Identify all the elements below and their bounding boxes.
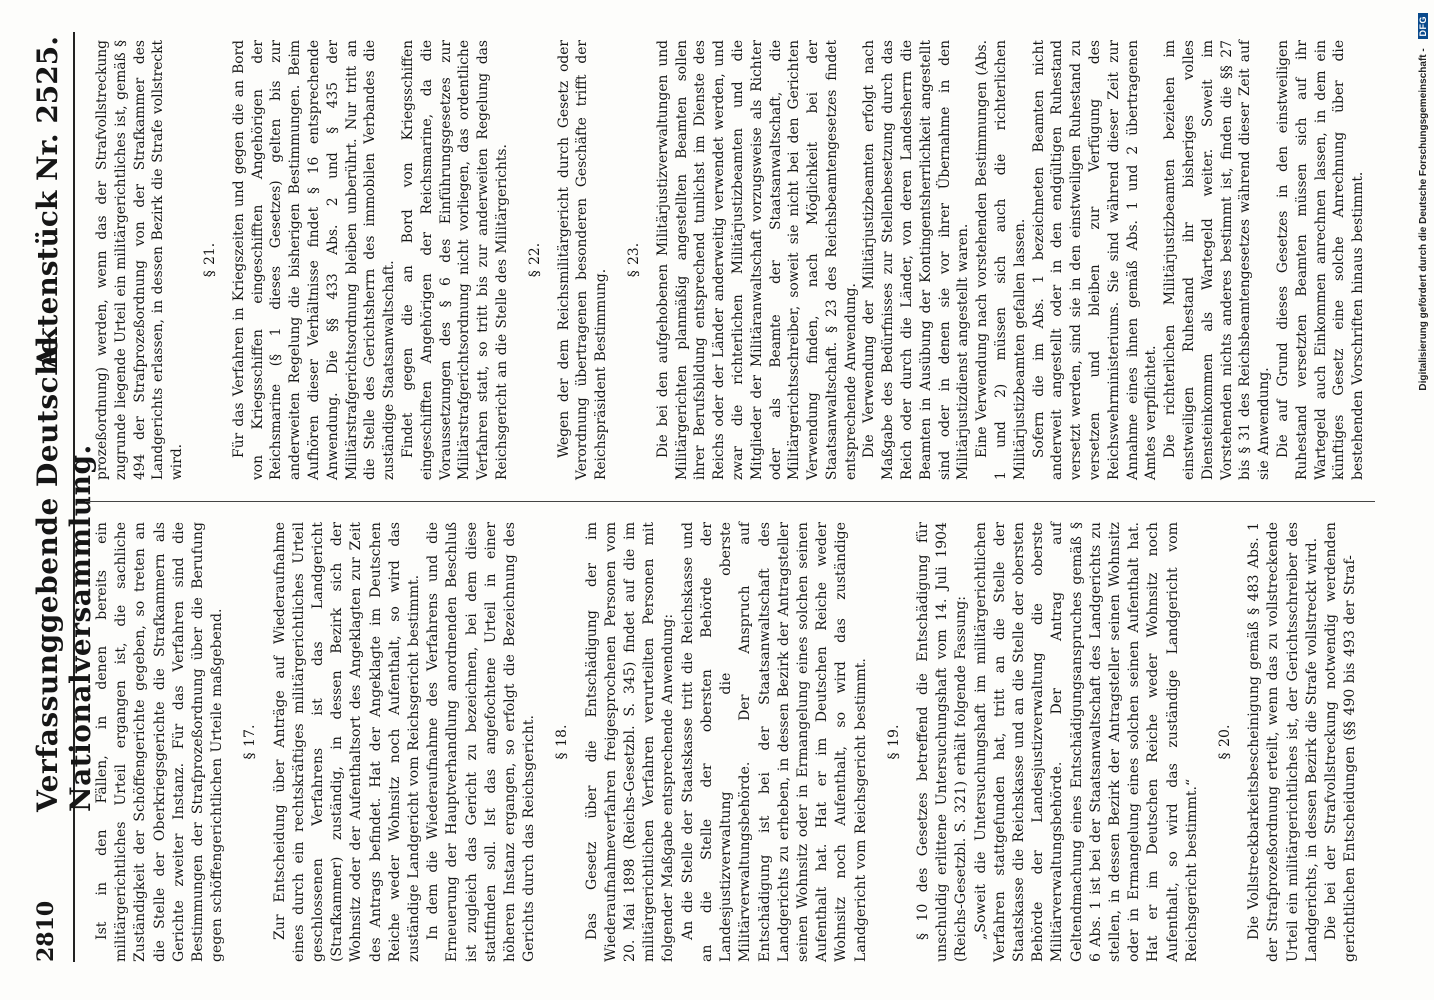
paragraph: § 10 des Gesetzes betreffend die Entschädigung für unschuldig erlittene Untersuchungshaft vom 14. Juli 1904 (Reichs-Gesetzbl. S. 321) erhält folgende Fassung: — [914, 522, 970, 962]
section-heading: § 20. — [1216, 724, 1233, 760]
paragraph: Sofern die im Abs. 1 bezeichneten Beamten nicht anderweit angestellt oder in den endgültigen Ruhestand versetzt werden, sind sie in den einstweiligen Ruhestand zu versetzen und bleiben zur Verfügung des Reichswehrministeriums. Sie sind während dieser Zeit zur Annahme eines ihnen gemäß Abs. 1 und 2 übertragenen Amtes verpflichtet. — [1030, 40, 1160, 480]
paragraph: Zur Entscheidung über Anträge auf Wiederaufnahme eines durch ein rechtskräftiges militärgerichtliches Urteil geschlossenen Verfahrens ist das Landgericht (Strafkammer) zuständig, in dessen Bezirk sich der Wohnsitz oder der Aufenthaltsort des Angeklagten zur Zeit des Antrags befindet. Hat der Angeklagte im Deutschen Reiche weder Wohnsitz noch Aufenthalt, so wird das zuständige Landgericht vom Reichsgericht bestimmt. — [271, 522, 423, 962]
paragraph: Wegen der dem Reichsmilitärgericht durch Gesetz oder Verordnung übertragenen besonderen Geschäfte trifft der Reichspräsident Bestimmung. — [555, 40, 610, 480]
section-heading: § 23. — [625, 242, 642, 278]
section-heading: § 17. — [242, 724, 259, 760]
digitization-credit-sidebar — [1418, 8, 1432, 992]
document-number: Aktenstück Nr. 2525. — [31, 36, 64, 369]
page-number: 2810 — [33, 900, 59, 962]
paragraph-continued: prozeßordnung) werden, wenn das der Strafvollstreckung zugrunde liegende Urteil ein militärgerichtliches ist, gemäß § 494 der Strafprozeßordnung von der Strafkammer des Landgerichts erlassen, in dessen Bezirk die Strafe vollstreckt wird. — [94, 40, 186, 480]
section-heading: § 21. — [201, 242, 218, 278]
paragraph: Die auf Grund dieses Gesetzes in den einstweiligen Ruhestand versetzten Beamten müssen sich auf ihr Wartegeld auch Einkommen anrechnen lassen, in dem ein künftiges Gesetz eine solche Anrechnung über die bestehenden Vorschriften hinaus bestimmt. — [1275, 40, 1367, 480]
paragraph: Für das Verfahren in Kriegszeiten und gegen die an Bord von Kriegsschiffen eingeschifften Angehörigen der Reichsmarine (§ 1 dieses Gesetzes) gelten bis zur anderweiten Regelung die bisherigen Bestimmungen. Beim Aufhören dieser Verhältnisse findet § 16 entsprechende Anwendung. Die §§ 433 Abs. 2 und § 435 der Militärstrafgerichtsordnung bleiben unberührt. Nur tritt an die Stelle des Gerichtsherrn des immobilen Verbandes die zuständige Staatsanwaltschaft. — [230, 40, 398, 480]
dfg-logo: DFG — [1418, 13, 1428, 40]
section-heading: § 19. — [885, 724, 902, 760]
paragraph: In dem die Wiederaufnahme des Verfahrens und die Erneuerung der Hauptverhandlung anordnenden Beschluß ist zugleich das Gericht zu bezeichnen, bei dem diese stattfinden soll. Ist das angefochtene Urteil in einer höheren Instanz ergangen, so erfolgt die Bezeichnung des Gerichts durch das Reichsgericht. — [425, 522, 538, 962]
paragraph: Das Gesetz über die Entschädigung der im Wiederaufnahmeverfahren freigesprochenen Personen vom 20. Mai 1898 (Reichs-Gesetzbl. S. 345) findet auf die im militärgerichtlichen Verfahren verurteilten Personen mit folgender Maßgabe entsprechende Anwendung: — [583, 522, 677, 962]
section-heading: § 22. — [526, 242, 543, 278]
paragraph: Findet gegen die an Bord von Kriegsschiffen eingeschifften Angehörigen der Reichsmarine, da die Voraussetzungen des § 6 des Einführungsgesetzes zur Militärstrafgerichtsordnung nicht vorliegen, das ordentliche Verfahren statt, so tritt bis zur anderweiten Regelung das Reichsgericht an die Stelle des Militärgerichts. — [399, 40, 510, 480]
paragraph: Die bei den aufgehobenen Militärjustizverwaltungen und Militärgerichten planmäßig angestellten Beamten sollen ihrer Berufsbildung entsprechend tunlichst im Dienste des Reichs oder der Länder anderweitig verwendet werden, und zwar die richterlichen Militärjustizbeamten und die Mitglieder der Militäranwaltschaft vorzugsweise als Richter oder als Beamte der Staatsanwaltschaft, die Militärgerichtsschreiber, soweit sie nicht bei den Gerichten Verwendung finden, nach Möglichkeit bei der Staatsanwaltschaft. § 23 des Reichsbeamtengesetzes findet entsprechende Anwendung. — [654, 40, 859, 480]
section-heading: § 18. — [554, 724, 571, 760]
paragraph: Eine Verwendung nach vorstehenden Bestimmungen (Abs. 1 und 2) müssen sich auch die richterlichen Militärjustizbeamten gefallen lassen. — [974, 40, 1028, 480]
paragraph: An die Stelle der Staatskasse tritt die Reichskasse und an die Stelle der obersten Behörde der Landesjustizverwaltung die oberste Militärverwaltungsbehörde. Der Anspruch auf Entschädigung ist bei der Staatsanwaltschaft des Landgerichts zu erheben, in dessen Bezirk der Antragsteller seinen Wohnsitz oder in Ermangelung eines solchen seinen Aufenthalt hat. Hat er im Deutschen Reiche weder Wohnsitz noch Aufenthalt, so wird das zuständige Landgericht vom Reichsgericht bestimmt. — [679, 522, 869, 962]
paragraph: Die Verwendung der Militärjustizbeamten erfolgt nach Maßgabe des Bedürfnisses zur Stellenbesetzung durch das Reich oder durch die Länder, von deren Landesherrn die Beamten in Ausübung der Kontingentsherrlichkeit angestellt sind oder in denen sie vor ihrer Übernahme in den Militärjustizdienst angestellt waren. — [861, 40, 972, 480]
page-title: Verfassunggebende Deutsche Nationalversammlung. — [31, 336, 97, 812]
running-head — [25, 32, 97, 962]
paragraph: Ist in den Fällen, in denen bereits ein militärgerichtliches Urteil ergangen ist, die sachliche Zuständigkeit der Schöffengerichte gegeben, so treten an die Stelle der Oberkriegsgerichte die Strafkammern als Gerichte zweiter Instanz. Für das Verfahren sind die Bestimmungen der Strafprozeßordnung über die Berufung gegen schöffengerichtlichen Urteile maßgebend. — [94, 522, 226, 962]
paragraph: Die bei der Strafvollstreckung notwendig werdenden gerichtlichen Entscheidungen (§§ 490 bis 493 der Straf- — [1322, 522, 1359, 962]
paragraph: Die richterlichen Militärjustizbeamten beziehen im einstweiligen Ruhestand ihr bisheriges volles Diensteinkommen als Wartegeld weiter. Soweit im Vorstehenden nichts anderes bestimmt ist, finden die §§ 27 bis § 31 des Reichsbeamtengesetzes während dieser Zeit auf sie Anwendung. — [1162, 40, 1273, 480]
left-text-column — [93, 522, 1360, 962]
rotated-document-page — [5, 20, 1395, 980]
column-divider — [85, 501, 1375, 502]
digitization-credit — [1418, 13, 1429, 993]
digitization-credit-text: Digitalisierung gefördert durch die Deutsche Forschungsgemeinschaft - — [1418, 48, 1429, 391]
right-text-column — [93, 40, 1368, 480]
quoted-provision: „Soweit die Untersuchungshaft im militärgerichtlichen Verfahren stattgefunden hat, tritt an die Stelle der Staatskasse die Reichskasse und an die Stelle der obersten Behörde der Landesjustizverwaltung die oberste Militärverwaltungsbehörde. Der Antrag auf Geltendmachung eines Entschädigungsanspruches gemäß § 6 Abs. 1 ist bei der Staatsanwaltschaft des Landgerichts zu stellen, in dessen Bezirk der Antragsteller seinen Wohnsitz oder in Ermangelung eines solchen seinen Aufenthalt hat. Hat er im Deutschen Reiche weder Wohnsitz noch Aufenthalt, so wird das zuständige Landgericht vom Reichsgericht bestimmt.“ — [972, 522, 1200, 962]
paragraph: Die Vollstreckbarkeitsbescheinigung gemäß § 483 Abs. 1 der Strafprozeßordnung erteilt, wenn das zu vollstreckende Urteil ein militärgerichtliches ist, der Gerichtsschreiber des Landgerichts, in dessen Bezirk die Strafe vollstreckt wird. — [1246, 522, 1320, 962]
